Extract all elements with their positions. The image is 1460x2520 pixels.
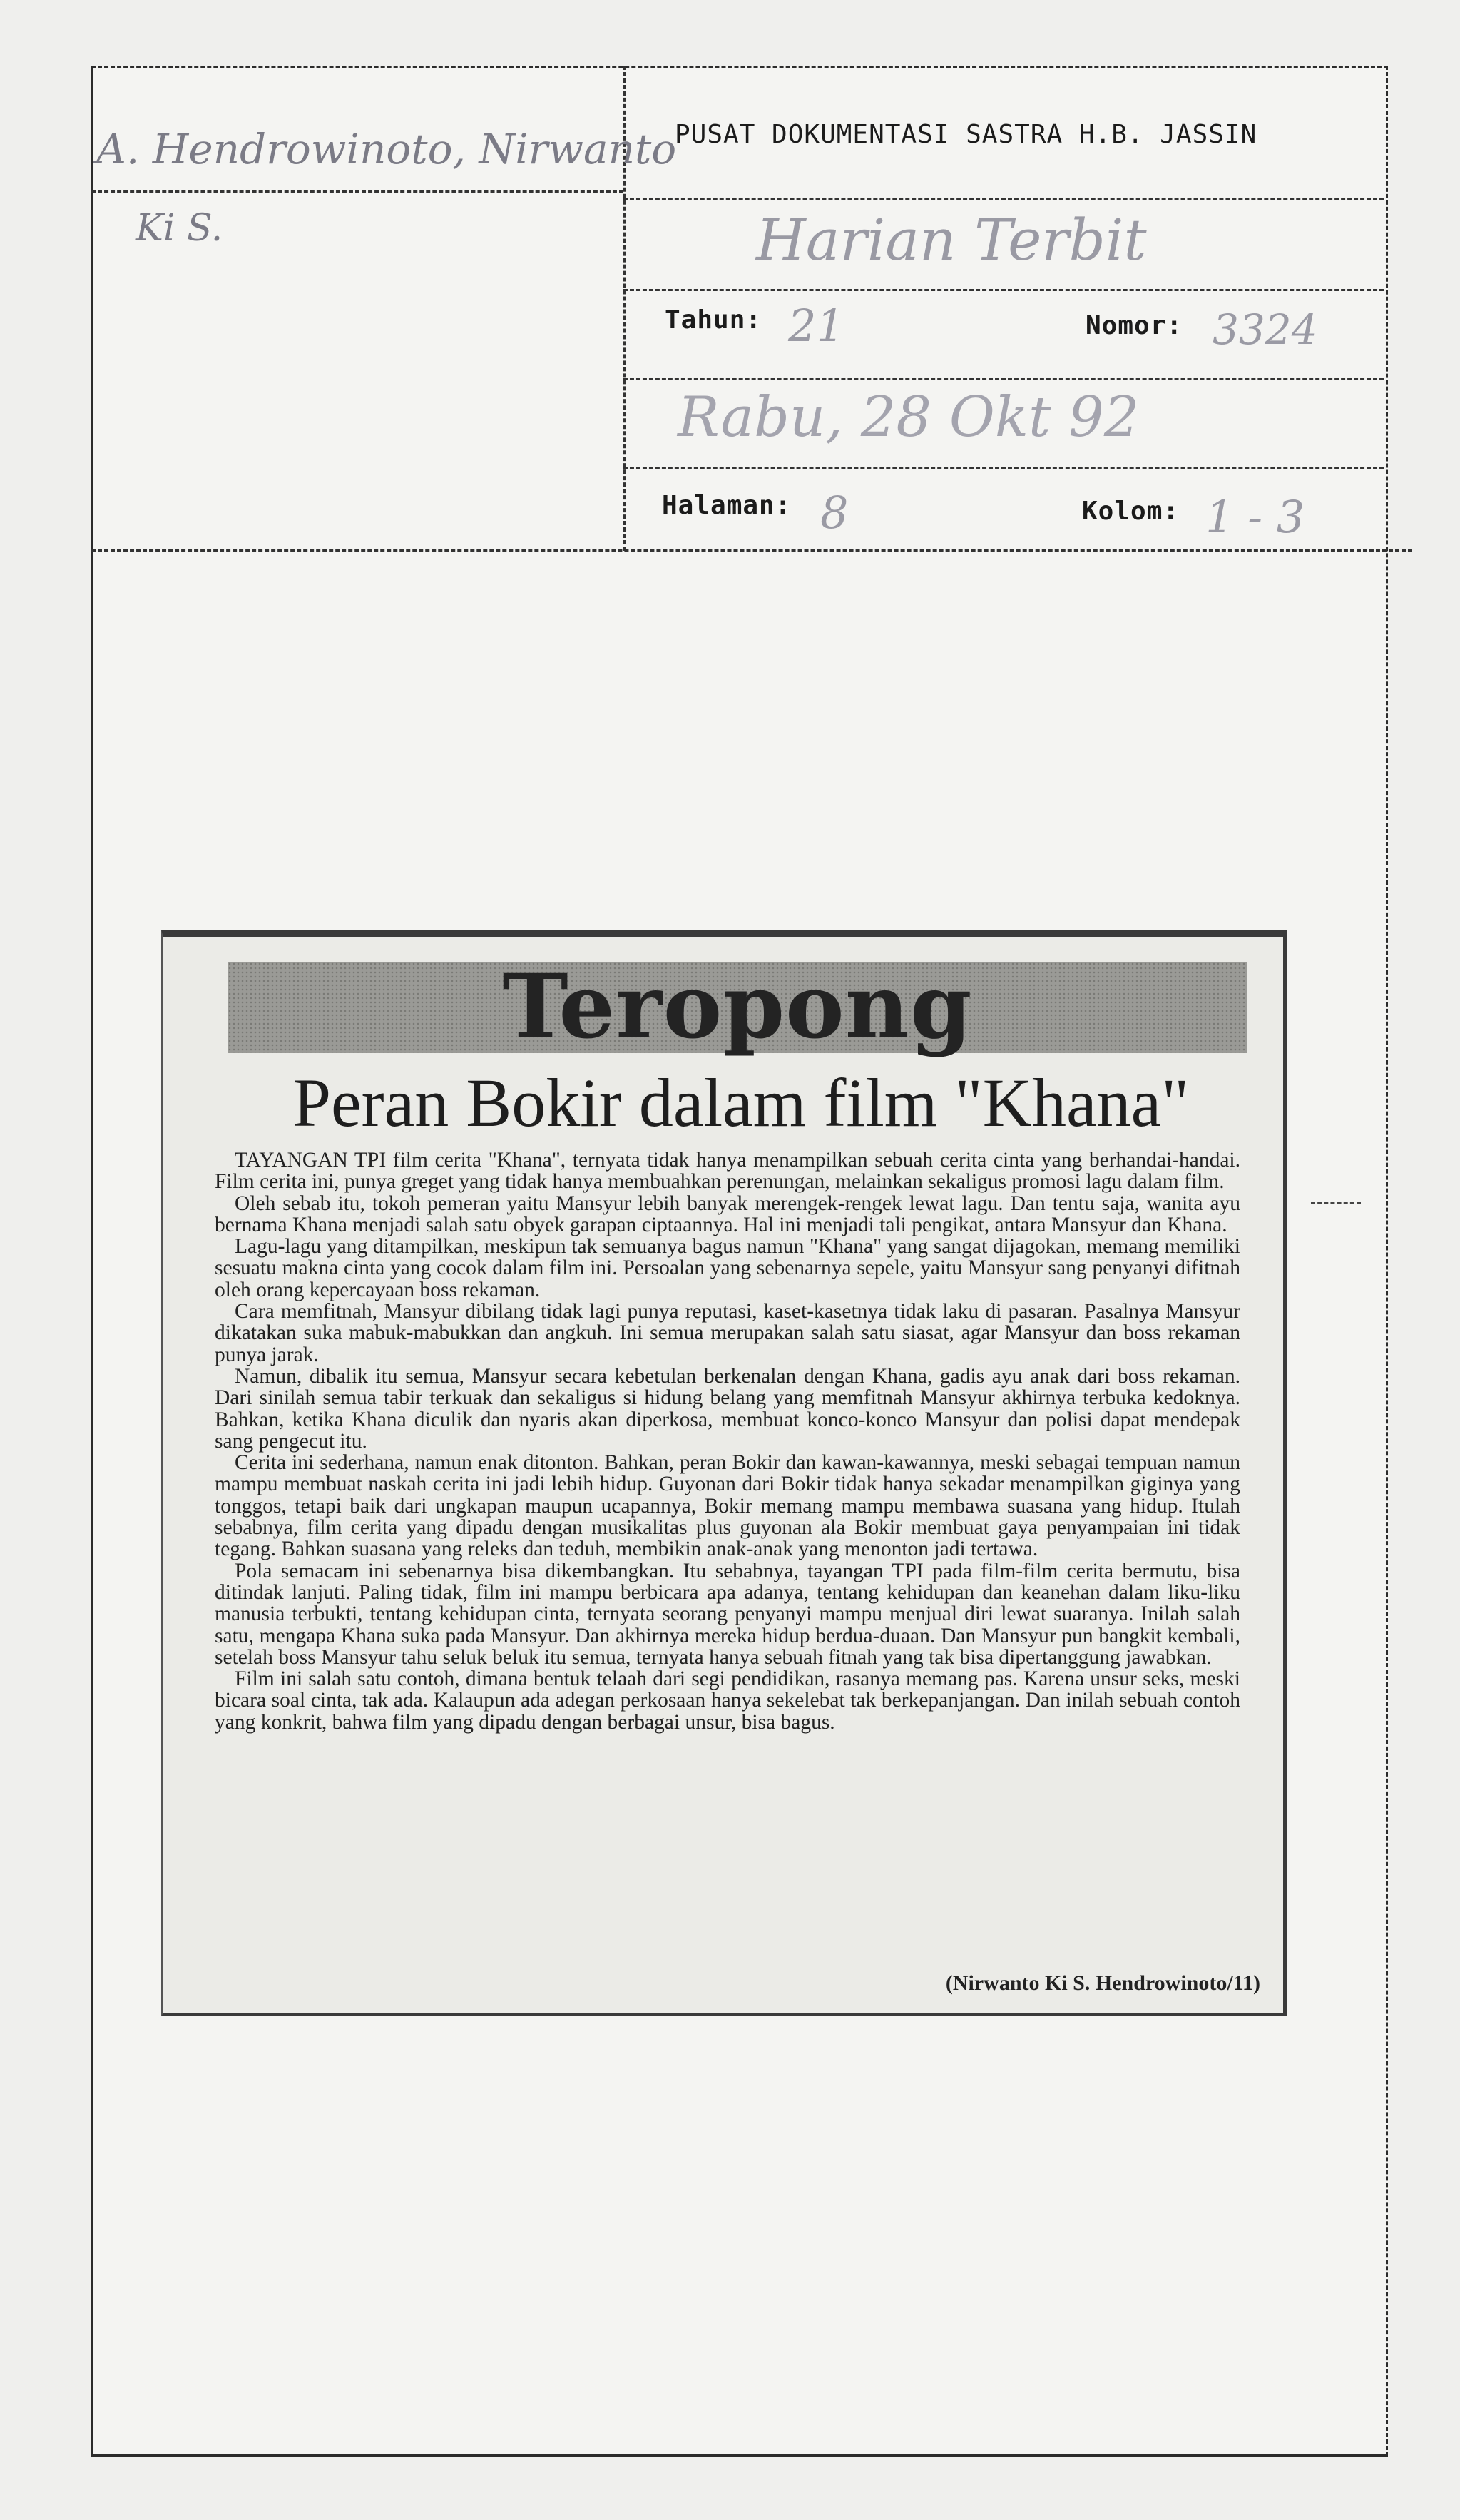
section-banner — [228, 955, 1247, 1059]
article-paragraph: Film ini salah satu contoh, dimana bentuk telaah dari segi pendidikan, rasanya memang pas. Karena unsur seks, meski bicara soal cinta, tak ada. Kalaupun ada adegan perkosaan hanya sekelebat tak berkepanjangan. Dan inilah sebuah contoh yang konkrit, bahwa film yang dipadu dengan berbagai unsur, bisa bagus. — [215, 1667, 1240, 1734]
institution-label: PUSAT DOKUMENTASI SASTRA H.B. JASSIN — [675, 120, 1257, 149]
author-handwriting: A. Hendrowinoto, Nirwanto — [96, 125, 677, 173]
date-handwriting: Rabu, 28 Okt 92 — [678, 385, 1140, 449]
card-divider — [623, 289, 1384, 291]
card-divider — [623, 467, 1384, 469]
kolom-value: 1 - 3 — [1205, 491, 1305, 543]
nomor-label: Nomor: — [1086, 311, 1183, 340]
article-byline: (Nirwanto Ki S. Hendrowinoto/11) — [945, 1971, 1260, 1995]
article-paragraph: TAYANGAN TPI film cerita "Khana", ternyata tidak hanya menampilkan sebuah cerita cinta yang berhandai-handai. Film cerita ini, punya greget yang tidak hanya membuahkan perenungan, melainkan sekaligus promosi lagu dalam film. — [215, 1149, 1240, 1194]
article-paragraph: Namun, dibalik itu semua, Mansyur secara kebetulan berkenalan dengan Khana, gadis ayu anak dari boss rekaman. Dari sinilah semua tabir terkuak dan sekaligus si hidung belang yang memfitnah Mansyur akhirnya terbuka kedoknya. Bahkan, ketika Khana diculik dan nyaris akan diperkosa, membuat konco-konco Mansyur dan polisi dapat mendepak sang pengecut itu. — [215, 1364, 1240, 1453]
newspaper-clipping — [161, 930, 1287, 2016]
card-divider — [91, 549, 1412, 552]
article-paragraph: Pola semacam ini sebenarnya bisa dikembangkan. Itu sebabnya, tayangan TPI pada film-film cerita bermutu, bisa ditindak lanjuti. Paling tidak, film ini mampu berbicara apa adanya, tentang kehidupan dan keanehan dalam liku-liku manusia terbukti, tentang kehidupan cinta, ternyata seorang penyanyi mampu menjual diri lewat suaranya. Inilah salah satu, mengapa Khana suka pada Mansyur. Dan akhirnya mereka hidup berdua-duaan. Dan Mansyur pun bangkit kembali, setelah boss Mansyur tahu seluk beluk itu semua, ternyata hanya sebuah fitnah yang tak bisa dipertanggung jawabkan. — [215, 1559, 1240, 1669]
article-headline: Peran Bokir dalam film "Khana" — [292, 1065, 1190, 1141]
kolom-label: Kolom: — [1082, 497, 1180, 526]
tahun-value: 21 — [788, 300, 844, 352]
newspaper-name-handwriting: Harian Terbit — [756, 207, 1147, 273]
card-divider — [623, 378, 1384, 380]
article-body — [215, 1149, 1240, 1733]
article-paragraph: Cara memfitnah, Mansyur dibilang tidak lagi punya reputasi, kaset-kasetnya tidak laku di pasaran. Pasalnya Mansyur dikatakan suka mabuk-mabukkan dan angkuh. Ini semua merupakan salah satu siasat, agar Mansyur dan boss rekaman punya jarak. — [215, 1300, 1240, 1366]
card-divider — [91, 190, 623, 193]
margin-mark — [1311, 1202, 1361, 1204]
card-divider — [623, 198, 1384, 200]
article-paragraph: Oleh sebab itu, tokoh pemeran yaitu Mansyur lebih banyak merengek-rengek lewat lagu. Dan tentu saja, wanita ayu bernama Khana menjadi salah satu obyek garapan ciptaannya. Hal ini menjadi tali pengikat, antara Mansyur dan Khana. — [215, 1192, 1240, 1236]
article-paragraph: Lagu-lagu yang ditampilkan, meskipun tak semuanya bagus namun "Khana" yang sangat dijagokan, memang memiliki sesuatu makna cinta yang cocok dalam film ini. Persoalan yang sebenarnya sepele, yaitu Mansyur sang penyanyi difitnah oleh orang kepercayaan boss rekaman. — [215, 1235, 1240, 1301]
halaman-value: 8 — [820, 487, 849, 539]
author-short-handwriting: Ki S. — [136, 207, 223, 250]
section-title: Teropong — [502, 955, 973, 1059]
tahun-label: Tahun: — [665, 305, 762, 335]
nomor-value: 3324 — [1213, 305, 1318, 354]
article-paragraph: Cerita ini sederhana, namun enak ditonton. Bahkan, peran Bokir dan kawan-kawannya, meski sebagai tempuan namun mampu membuat naskah cerita ini jadi lebih hidup. Guyonan dari Bokir tidak hanya sekadar menampilkan giginya yang tonggos, tetapi baik dari ungkapan maupun ucapannya, Bokir memang mampu membawa suasana yang hidup. Itulah sebabnya, film cerita yang dipadu dengan musikalitas plus guyonan ala Bokir membuat gaya penyampaian ini tidak tegang. Bahkan suasana yang releks dan teduh, membikin anak-anak yang menonton jadi tertawa. — [215, 1451, 1240, 1561]
halaman-label: Halaman: — [662, 491, 792, 520]
